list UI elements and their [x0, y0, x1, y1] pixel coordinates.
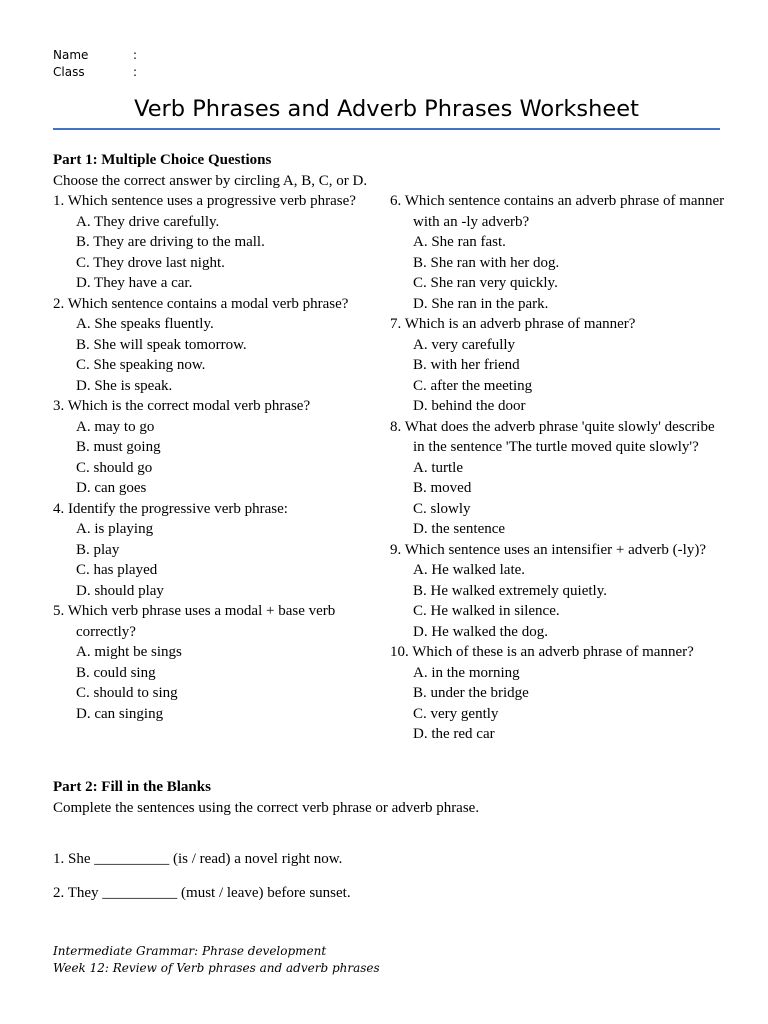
answer-option[interactable]: C. after the meeting — [413, 377, 533, 394]
class-row — [53, 64, 137, 81]
answer-option[interactable]: A. She ran fast. — [413, 234, 506, 250]
question-9 — [390, 540, 725, 643]
footer — [53, 943, 380, 977]
answer-option[interactable]: D. should play — [76, 582, 164, 599]
answer-option[interactable]: C. has played — [76, 562, 158, 578]
footer-week: Week 12: Review of Verb phrases and adverb phrases — [53, 961, 380, 975]
student-info — [53, 47, 137, 81]
answer-option[interactable]: B. She ran with her dog. — [413, 254, 560, 271]
answer-option[interactable]: B. They are driving to the mall. — [76, 234, 265, 250]
question-text: 9. Which sentence uses an intensifier + adverb (-ly)? — [390, 541, 706, 558]
answer-option[interactable]: B. under the bridge — [413, 685, 529, 701]
footer-course: Intermediate Grammar: Phrase development — [53, 944, 327, 958]
answer-option[interactable]: C. should to sing — [76, 685, 178, 701]
answer-option[interactable]: C. She speaking now. — [76, 357, 206, 373]
answer-option[interactable]: C. slowly — [413, 500, 471, 517]
part2-header — [53, 777, 479, 818]
answer-option[interactable]: C. She ran very quickly. — [413, 275, 558, 291]
name-label: Name — [53, 48, 89, 62]
question-3 — [53, 396, 373, 499]
answer-option[interactable]: C. very gently — [413, 705, 499, 722]
part1-header — [53, 150, 367, 191]
class-colon: : — [133, 65, 138, 79]
fill-blank-item-1[interactable]: 1. She __________ (is / read) a novel right now. — [53, 851, 343, 867]
question-text: 1. Which sentence uses a progressive verb phrase? — [53, 193, 356, 209]
answer-option[interactable]: B. could sing — [76, 664, 156, 681]
answer-option[interactable]: B. must going — [76, 439, 161, 455]
answer-option[interactable]: C. He walked in silence. — [413, 603, 560, 619]
question-text: 5. Which verb phrase uses a modal + base verb correctly? — [53, 603, 336, 640]
answer-option[interactable]: A. may to go — [76, 418, 155, 435]
answer-option[interactable]: C. should go — [76, 459, 153, 476]
question-text: 10. Which of these is an adverb phrase of manner? — [390, 644, 694, 660]
part1-heading: Part 1: Multiple Choice Questions — [53, 152, 272, 168]
answer-option[interactable]: D. can singing — [76, 705, 164, 722]
answer-option[interactable]: A. in the morning — [413, 664, 520, 681]
question-text: 3. Which is the correct modal verb phrase? — [53, 398, 311, 414]
answer-option[interactable]: B. He walked extremely quietly. — [413, 582, 607, 599]
answer-option[interactable]: A. She speaks fluently. — [76, 316, 214, 332]
question-8 — [390, 417, 725, 540]
answer-option[interactable]: B. with her friend — [413, 357, 520, 373]
answer-option[interactable]: D. They have a car. — [76, 275, 193, 291]
questions-column-right — [390, 191, 725, 745]
answer-option[interactable]: D. behind the door — [413, 398, 526, 414]
answer-option[interactable]: B. She will speak tomorrow. — [76, 336, 247, 353]
answer-option[interactable]: A. very carefully — [413, 336, 516, 353]
part1-instructions: Choose the correct answer by circling A, B, C, or D. — [53, 172, 368, 189]
question-6 — [390, 191, 725, 314]
answer-option[interactable]: B. play — [76, 541, 120, 558]
answer-option[interactable]: A. is playing — [76, 521, 154, 537]
question-text: 2. Which sentence contains a modal verb phrase? — [53, 295, 349, 312]
question-4 — [53, 499, 373, 602]
answer-option[interactable]: A. might be sings — [76, 644, 182, 660]
question-text: 8. What does the adverb phrase 'quite slowly' describe in the sentence 'The turtle moved quite slowly'? — [390, 418, 715, 455]
answer-option[interactable]: D. She ran in the park. — [413, 295, 549, 312]
question-1 — [53, 191, 373, 294]
question-5 — [53, 601, 373, 724]
question-2 — [53, 294, 373, 397]
title-divider — [53, 128, 720, 130]
answer-option[interactable]: D. the sentence — [413, 521, 506, 537]
worksheet-title: Verb Phrases and Adverb Phrases Worksheet — [134, 96, 639, 122]
question-7 — [390, 314, 725, 417]
answer-option[interactable]: D. can goes — [76, 480, 147, 496]
answer-option[interactable]: C. They drove last night. — [76, 254, 225, 271]
name-colon: : — [133, 48, 138, 62]
answer-option[interactable]: D. She is speak. — [76, 377, 173, 394]
question-text: 7. Which is an adverb phrase of manner? — [390, 316, 636, 332]
part2-instructions: Complete the sentences using the correct verb phrase or adverb phrase. — [53, 799, 480, 816]
answer-option[interactable]: D. He walked the dog. — [413, 623, 548, 640]
fill-blank-item-2[interactable]: 2. They __________ (must / leave) before sunset. — [53, 885, 351, 901]
name-row — [53, 47, 137, 64]
class-label: Class — [53, 65, 85, 79]
question-text: 6. Which sentence contains an adverb phrase of manner with an -ly adverb? — [390, 193, 725, 230]
part2-heading: Part 2: Fill in the Blanks — [53, 779, 211, 795]
questions-column-left — [53, 191, 373, 724]
question-text: 4. Identify the progressive verb phrase: — [53, 500, 288, 517]
answer-option[interactable]: A. turtle — [413, 459, 463, 476]
answer-option[interactable]: A. He walked late. — [413, 562, 526, 578]
answer-option[interactable]: D. the red car — [413, 726, 495, 742]
answer-option[interactable]: A. They drive carefully. — [76, 213, 220, 230]
question-10 — [390, 642, 725, 745]
answer-option[interactable]: B. moved — [413, 480, 472, 496]
